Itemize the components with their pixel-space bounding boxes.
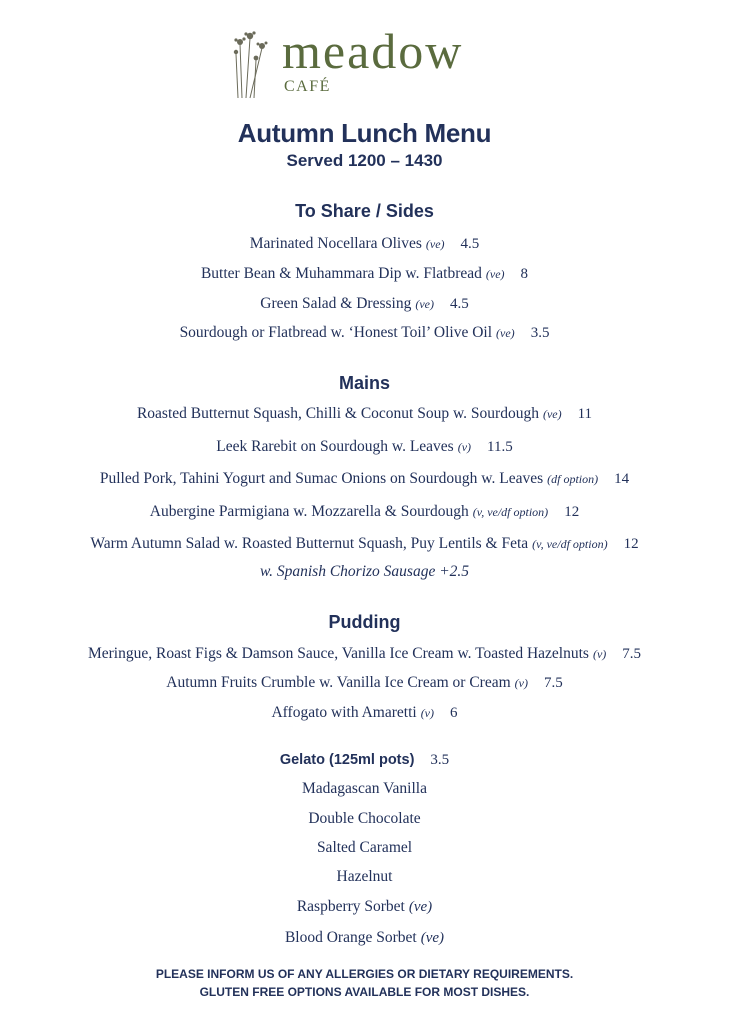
- section-heading-pudding: Pudding: [328, 612, 401, 632]
- menu-item: [0, 405, 729, 423]
- item-diet: (v): [457, 440, 472, 454]
- menu-item: [0, 674, 729, 692]
- item-name: Meringue, Roast Figs & Damson Sauce, Vanilla Ice Cream w. Toasted Hazelnuts: [87, 645, 589, 662]
- item-diet: (ve): [542, 407, 562, 421]
- item-name: Aubergine Parmigiana w. Mozzarella & Sourdough: [149, 503, 469, 520]
- item-price: 8: [520, 266, 529, 282]
- item-diet: (ve): [425, 237, 445, 251]
- item-name: Autumn Fruits Crumble w. Vanilla Ice Cream or Cream: [166, 674, 511, 691]
- allergy-notice: PLEASE INFORM US OF ANY ALLERGIES OR DIETARY REQUIREMENTS.: [155, 967, 574, 981]
- flavor-name: Salted Caramel: [316, 839, 413, 856]
- meadow-cafe-logo: [232, 23, 502, 100]
- flavor-name: Hazelnut: [336, 868, 393, 885]
- menu-item: [0, 645, 729, 663]
- item-price: 12: [564, 504, 580, 520]
- item-name: Leek Rarebit on Sourdough w. Leaves: [216, 438, 454, 455]
- section-heading-mains: Mains: [338, 373, 390, 393]
- section-heading-share: To Share / Sides: [295, 201, 434, 221]
- menu-served-hours: Served 1200 – 1430: [286, 151, 443, 170]
- flavor-diet: (ve): [420, 930, 445, 946]
- menu-item: [0, 265, 729, 283]
- gelato-flavor: [0, 898, 729, 916]
- cow-parsley-icon: [232, 30, 276, 100]
- item-price: 14: [614, 471, 630, 487]
- item-diet: (v): [592, 647, 607, 661]
- brand-sub: CAFÉ: [284, 78, 331, 95]
- flavor-name: Blood Orange Sorbet: [284, 929, 417, 946]
- item-name: Roasted Butternut Squash, Chilli & Coconut Soup w. Sourdough: [136, 405, 539, 422]
- item-price: 12: [623, 536, 639, 552]
- menu-item: [0, 470, 729, 488]
- item-diet: (ve): [485, 267, 505, 281]
- item-price: 4.5: [460, 236, 480, 252]
- flavor-name: Madagascan Vanilla: [302, 780, 427, 797]
- item-diet: (df option): [547, 472, 599, 486]
- item-price: 4.5: [450, 296, 469, 312]
- gelato-flavor: [0, 780, 729, 798]
- menu-item: [0, 235, 729, 253]
- gluten-free-notice: GLUTEN FREE OPTIONS AVAILABLE FOR MOST DISHES.: [199, 985, 530, 999]
- item-diet: (ve): [496, 326, 515, 340]
- menu-item: [0, 324, 729, 342]
- gelato-heading: Gelato (125ml pots): [279, 752, 415, 768]
- item-price: 11: [577, 406, 593, 422]
- menu-item: [0, 535, 729, 553]
- item-price: 7.5: [622, 646, 642, 662]
- item-name: Sourdough or Flatbread w. ‘Honest Toil’ Olive Oil: [179, 324, 493, 341]
- mains-addon: w. Spanish Chorizo Sausage +2.5: [259, 563, 470, 580]
- item-name: Affogato with Amaretti: [271, 704, 417, 721]
- gelato-flavor: [0, 810, 729, 828]
- menu-item: [0, 438, 729, 456]
- item-price: 7.5: [543, 675, 563, 691]
- gelato-flavor: [0, 839, 729, 857]
- item-diet: (ve): [415, 297, 434, 311]
- brand-name: meadow: [282, 23, 464, 79]
- gelato-heading-row: [0, 751, 729, 769]
- item-name: Pulled Pork, Tahini Yogurt and Sumac Onions on Sourdough w. Leaves: [99, 470, 544, 487]
- flavor-name: Raspberry Sorbet: [296, 898, 405, 915]
- item-name: Marinated Nocellara Olives: [249, 235, 422, 252]
- flavor-name: Double Chocolate: [308, 810, 421, 827]
- menu-item: [0, 704, 729, 722]
- menu-title: Autumn Lunch Menu: [237, 118, 492, 148]
- item-price: 3.5: [530, 325, 550, 341]
- item-name: Green Salad & Dressing: [260, 295, 412, 312]
- item-diet: (v, ve/df option): [472, 505, 549, 519]
- menu-item: [0, 503, 729, 521]
- gelato-flavor: [0, 929, 729, 947]
- item-price: 6: [450, 705, 458, 721]
- flavor-diet: (ve): [408, 899, 433, 915]
- gelato-price: 3.5: [430, 752, 450, 768]
- item-price: 11.5: [487, 439, 513, 455]
- gelato-flavor: [0, 868, 729, 886]
- item-name: Butter Bean & Muhammara Dip w. Flatbread: [200, 265, 482, 282]
- item-name: Warm Autumn Salad w. Roasted Butternut Squash, Puy Lentils & Feta: [90, 535, 529, 552]
- item-diet: (v): [420, 706, 435, 720]
- menu-item: [0, 295, 729, 313]
- item-diet: (v, ve/df option): [532, 537, 608, 551]
- item-diet: (v): [514, 676, 528, 690]
